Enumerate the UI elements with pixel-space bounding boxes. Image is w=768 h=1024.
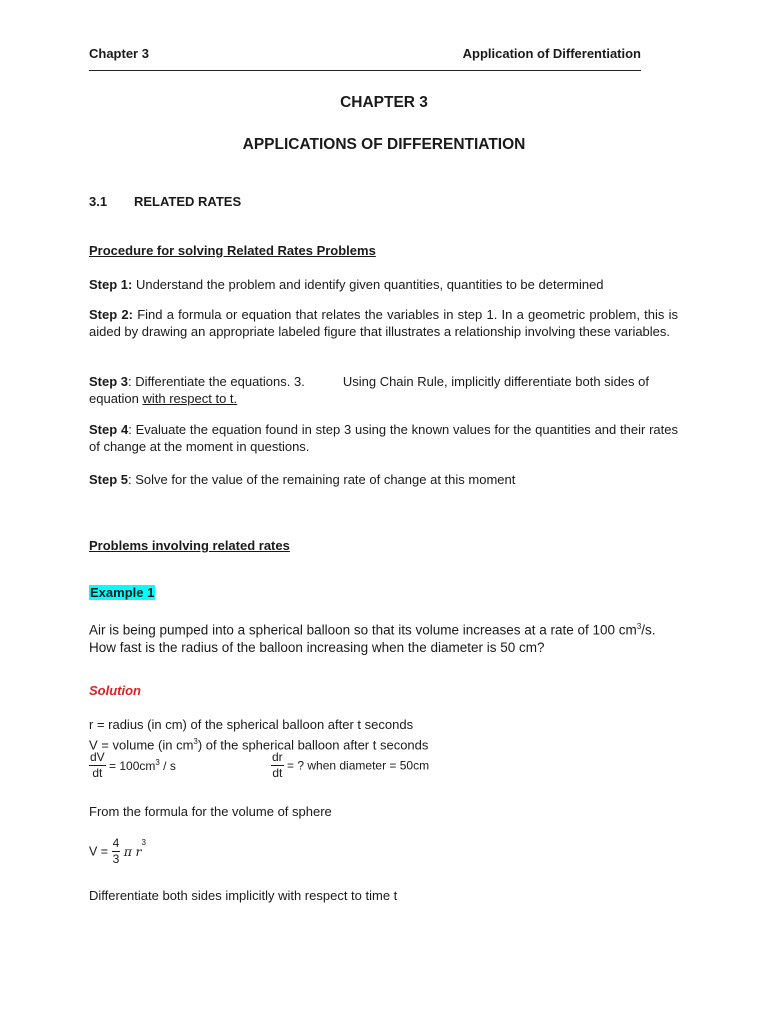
step-5-label: Step 5 <box>89 472 129 487</box>
header-chapter-title: Application of Differentiation <box>462 46 641 61</box>
chapter-title: CHAPTER 3 <box>340 94 428 111</box>
formula-numerator: 4 <box>112 836 120 850</box>
step-3 <box>89 373 678 407</box>
dvdt-expression <box>89 750 176 781</box>
formula-r: r <box>135 844 142 859</box>
step-3-label: Step 3 <box>89 374 129 389</box>
dvdt-rhs-a: = 100cm <box>109 759 156 773</box>
drdt-expression <box>271 750 429 781</box>
dvdt-rhs-b: / s <box>159 759 176 773</box>
formula-pi: π <box>123 844 132 859</box>
step-4-text: : Evaluate the equation found in step 3 using the known values for the quantities and their rates of change at the moment in questions. <box>89 422 679 454</box>
problems-heading: Problems involving related rates <box>89 538 290 553</box>
step-4-label: Step 4 <box>89 422 129 437</box>
step-3-text-b: Using Chain Rule, implicitly differentiate both sides of equation <box>89 374 649 406</box>
dvdt-numerator: dV <box>90 750 105 764</box>
step-2-text: Find a formula or equation that relates the variables in step 1. In a geometric problem, this is aided by drawing an appropriate labeled figure that illustrates a relationship involving these variables. <box>89 307 679 339</box>
step-1-label: Step 1: <box>89 277 133 292</box>
step-2-label: Step 2: <box>89 307 133 322</box>
header-rule <box>89 70 641 71</box>
step-1-text: Understand the problem and identify given quantities, quantities to be determined <box>132 277 604 292</box>
differentiate-line: Differentiate both sides implicitly with respect to time t <box>89 888 398 903</box>
dvdt-denominator: dt <box>92 766 103 780</box>
drdt-rhs: = ? when diameter = 50cm <box>287 758 430 773</box>
step-5 <box>89 471 678 488</box>
example-text-b: /s. How fast is the radius of the balloon increasing when the diameter is 50 cm? <box>89 622 656 655</box>
step-3-underlined: with respect to t. <box>142 391 238 406</box>
dvdt-rhs <box>109 759 176 773</box>
formula-lhs: V = <box>89 844 109 859</box>
header-chapter: Chapter 3 <box>89 46 149 61</box>
drdt-numerator: dr <box>272 750 283 764</box>
step-1 <box>89 276 678 293</box>
def-v-sup: 3 <box>193 737 198 746</box>
def-v-b: ) of the spherical balloon after t seconds <box>197 737 429 753</box>
section-title: RELATED RATES <box>134 194 242 209</box>
drdt-fraction <box>271 750 284 781</box>
example-sup: 3 <box>636 622 642 631</box>
formula-sup: 3 <box>141 838 146 847</box>
def-r: r = radius (in cm) of the spherical balloon after t seconds <box>89 717 414 732</box>
dvdt-rhs-sup: 3 <box>155 758 160 767</box>
step-4 <box>89 421 678 455</box>
step-5-text: : Solve for the value of the remaining rate of change at this moment <box>128 472 516 487</box>
example-label <box>89 584 155 602</box>
volume-formula <box>89 836 146 867</box>
solution-label: Solution <box>89 683 141 698</box>
drdt-denominator: dt <box>272 766 283 780</box>
step-2 <box>89 306 678 340</box>
example-text-a: Air is being pumped into a spherical balloon so that its volume increases at a rate of 100 cm <box>89 622 637 638</box>
formula-intro: From the formula for the volume of sphere <box>89 804 332 819</box>
example-text <box>89 618 678 656</box>
formula-denominator: 3 <box>112 852 120 866</box>
example-label-text: Example 1 <box>90 585 155 600</box>
formula-fraction <box>112 836 121 867</box>
dvdt-fraction <box>89 750 106 781</box>
def-v-a: V = volume (in cm <box>89 737 194 753</box>
procedure-heading: Procedure for solving Related Rates Problems <box>89 243 376 258</box>
main-title: APPLICATIONS OF DIFFERENTIATION <box>242 136 526 153</box>
step-3-text-a: : Differentiate the equations. 3. <box>128 374 305 389</box>
section-number: 3.1 <box>89 194 108 209</box>
